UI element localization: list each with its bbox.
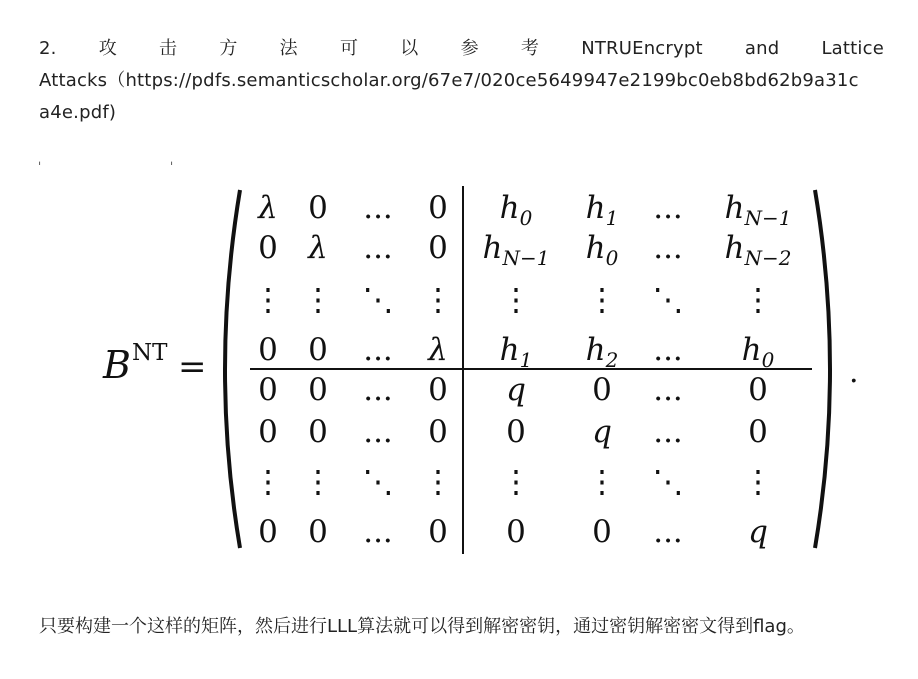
matrix-cell: ... [653, 372, 683, 408]
matrix-cell: ⋮ [586, 282, 618, 318]
matrix-cell: ... [363, 514, 393, 550]
matrix-cell: ⋮ [422, 464, 454, 500]
matrix-cell: ... [363, 190, 393, 226]
matrix-cell: 0 [258, 372, 278, 408]
matrix-cell: q [592, 414, 612, 450]
matrix-cell: 0 [308, 372, 328, 408]
matrix-cell: q [748, 514, 768, 550]
matrix-cell: 0 [258, 514, 278, 550]
word: 以 [400, 38, 419, 59]
matrix-cell: ... [363, 230, 393, 266]
matrix-cell: ... [363, 332, 393, 368]
matrix-cell: ⋮ [500, 464, 532, 500]
matrix-lhs-superscript: NT [132, 340, 168, 366]
matrix-cell: $h_1$ [499, 332, 533, 372]
matrix-cell: ⋮ [586, 464, 618, 500]
matrix-cell: 0 [258, 230, 278, 266]
matrix-cell: $h_2$ [585, 332, 619, 372]
matrix-cell: $h_{N-1}$ [724, 190, 792, 230]
matrix-cell: ⋮ [742, 464, 774, 500]
matrix-cell: ... [653, 230, 683, 266]
matrix-cell: ⋱ [362, 464, 394, 500]
matrix-cell: ⋮ [252, 282, 284, 318]
matrix-cell: ⋮ [500, 282, 532, 318]
matrix-cell: λ [258, 190, 278, 226]
word: 可 [339, 38, 359, 59]
summary-paragraph: 只要构建一个这样的矩阵，然后进行LLL算法就可以得到解密密钥，通过密钥解密密文得到flag。 [39, 616, 805, 637]
matrix-cell: ... [653, 190, 683, 226]
word: 方 [219, 38, 238, 59]
word: NTRUEncrypt [581, 38, 703, 59]
matrix-cell: ⋮ [742, 282, 774, 318]
left-parenthesis [225, 190, 240, 548]
matrix-cell: 0 [748, 414, 768, 450]
matrix-cell: 0 [308, 190, 328, 226]
matrix-cell: λ [428, 332, 448, 368]
matrix-cell: $h_0$ [585, 230, 619, 270]
word: 攻 [98, 38, 117, 59]
reference-paragraph [39, 33, 884, 129]
matrix-cell: ⋮ [302, 464, 334, 500]
cropped-mark: ˌ [38, 152, 42, 166]
matrix-cell: $h_{N-2}$ [724, 230, 792, 270]
word: 2. [39, 38, 57, 59]
matrix-cell: 0 [428, 514, 448, 550]
matrix-cell: $h_0$ [741, 332, 775, 372]
matrix-lhs-base: B [103, 343, 131, 387]
matrix-cell: 0 [308, 332, 328, 368]
matrix-cell: ⋮ [252, 464, 284, 500]
matrix-cell: 0 [592, 514, 612, 550]
matrix-cell: 0 [506, 414, 526, 450]
word: 参 [460, 38, 479, 59]
matrix-cell: $h_0$ [499, 190, 533, 230]
matrix-cell: 0 [308, 414, 328, 450]
right-parenthesis [815, 190, 830, 548]
reference-link-line: Attacks（https://pdfs.semanticscholar.org/67e7/020ce5649947e2199bc0eb8bd62b9a31c [39, 70, 859, 91]
matrix-cell: ⋮ [422, 282, 454, 318]
matrix-cell: 0 [308, 514, 328, 550]
matrix-cell: ... [363, 372, 393, 408]
matrix-cell: ⋱ [652, 282, 684, 318]
matrix-cell: 0 [428, 414, 448, 450]
matrix-cell: $h_1$ [585, 190, 619, 230]
word: 考 [520, 38, 540, 59]
matrix-cell: ... [653, 414, 683, 450]
matrix-cell: ⋱ [652, 464, 684, 500]
cropped-mark: ˌ [170, 152, 174, 166]
matrix-equals: = [178, 347, 207, 387]
matrix-cell: 0 [428, 372, 448, 408]
matrix-cell: λ [308, 230, 328, 266]
reference-line-1 [39, 33, 884, 65]
matrix-cell: $h_{N-1}$ [482, 230, 550, 270]
matrix-period: . [849, 355, 859, 390]
word: Lattice [821, 38, 884, 59]
matrix-cell: ... [653, 514, 683, 550]
matrix-cell: ... [653, 332, 683, 368]
matrix-cell: 0 [428, 230, 448, 266]
matrix-cell: 0 [258, 332, 278, 368]
word: 法 [279, 38, 298, 59]
matrix-cell: 0 [748, 372, 768, 408]
matrix-cell: ⋮ [302, 282, 334, 318]
matrix-cell: 0 [592, 372, 612, 408]
word: and [744, 38, 780, 59]
matrix-cell: 0 [428, 190, 448, 226]
matrix-cell: 0 [258, 414, 278, 450]
reference-link-line-end: a4e.pdf) [39, 102, 117, 123]
matrix-cell: 0 [506, 514, 526, 550]
matrix-cell: ⋱ [362, 282, 394, 318]
matrix-cell: q [506, 372, 526, 408]
word: 击 [159, 38, 178, 59]
matrix-figure [0, 170, 918, 570]
matrix-cell: ... [363, 414, 393, 450]
